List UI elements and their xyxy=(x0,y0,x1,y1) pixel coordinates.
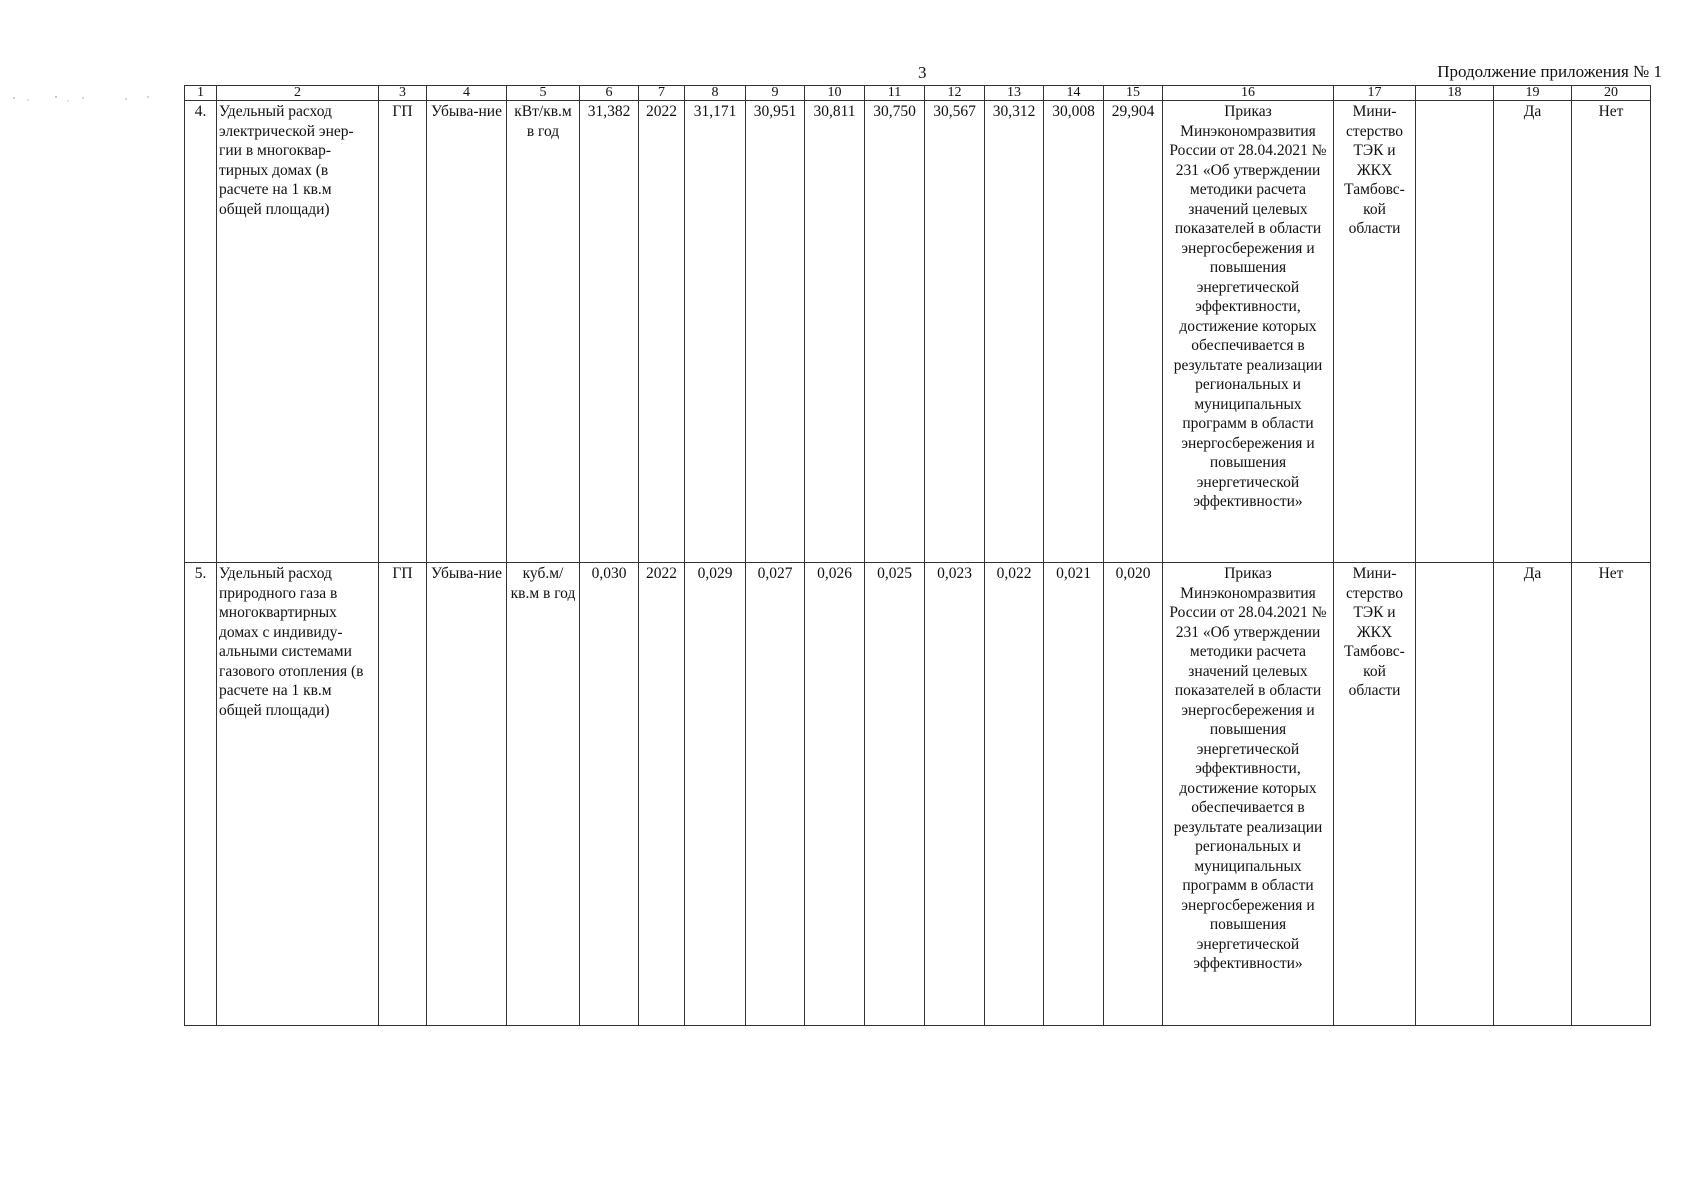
year-value: 31,171 xyxy=(685,101,746,563)
indicator-trend: Убыва-ние xyxy=(427,101,507,563)
year-value: 30,811 xyxy=(805,101,865,563)
year-value: 0,026 xyxy=(805,563,865,1026)
continuation-title: Продолжение приложения № 1 xyxy=(1437,62,1662,81)
column-number: 5 xyxy=(507,86,580,101)
year-value: 30,008 xyxy=(1044,101,1104,563)
column-number: 11 xyxy=(865,86,925,101)
column-number: 16 xyxy=(1163,86,1334,101)
indicator-level: ГП xyxy=(379,101,427,563)
year-value: 0,023 xyxy=(925,563,985,1026)
column-18-cell xyxy=(1416,101,1494,563)
table-row xyxy=(185,101,1651,563)
year-value: 0,021 xyxy=(1044,563,1104,1026)
responsible-body: Мини-стерство ТЭК и ЖКХ Тамбовс-кой области xyxy=(1334,563,1416,1026)
row-number: 5. xyxy=(185,563,217,1026)
column-numbers-row xyxy=(185,86,1651,101)
indicator-name: Удельный расход природного газа в многоквартирных домах с индивиду-альными системами газового отопления (в расчете на 1 кв.м общей площади) xyxy=(217,563,379,1026)
year-value: 0,020 xyxy=(1104,563,1163,1026)
base-year: 2022 xyxy=(639,101,685,563)
table-row xyxy=(185,563,1651,1026)
column-number: 10 xyxy=(805,86,865,101)
year-value: 0,022 xyxy=(985,563,1044,1026)
base-value: 0,030 xyxy=(580,563,639,1026)
column-18-cell xyxy=(1416,563,1494,1026)
year-value: 30,312 xyxy=(985,101,1044,563)
column-number: 7 xyxy=(639,86,685,101)
indicators-table xyxy=(184,85,1651,1026)
base-value: 31,382 xyxy=(580,101,639,563)
column-19-cell: Да xyxy=(1494,101,1572,563)
year-value: 30,951 xyxy=(746,101,805,563)
column-number: 13 xyxy=(985,86,1044,101)
column-number: 9 xyxy=(746,86,805,101)
methodology-document: Приказ Минэкономразвития России от 28.04.2021 № 231 «Об утверждении методики расчета значений целевых показателей в области энергосбережения и повышения энергетической эффективности, достижение которых обеспечивается в результате реализации региональных и муниципальных программ в области энергосбережения и повышения энергетической эффективности» xyxy=(1163,563,1334,1026)
indicator-level: ГП xyxy=(379,563,427,1026)
column-20-cell: Нет xyxy=(1572,101,1651,563)
responsible-body: Мини-стерство ТЭК и ЖКХ Тамбовс-кой области xyxy=(1334,101,1416,563)
column-number: 8 xyxy=(685,86,746,101)
year-value: 0,025 xyxy=(865,563,925,1026)
page-number: 3 xyxy=(918,63,927,82)
column-19-cell: Да xyxy=(1494,563,1572,1026)
indicator-name: Удельный расход электрической энер-гии в многоквар-тирных домах (в расчете на 1 кв.м общей площади) xyxy=(217,101,379,563)
indicator-unit: кВт/кв.м в год xyxy=(507,101,580,563)
year-value: 0,027 xyxy=(746,563,805,1026)
year-value: 30,750 xyxy=(865,101,925,563)
column-number: 6 xyxy=(580,86,639,101)
column-20-cell: Нет xyxy=(1572,563,1651,1026)
methodology-document: Приказ Минэкономразвития России от 28.04.2021 № 231 «Об утверждении методики расчета значений целевых показателей в области энергосбережения и повышения энергетической эффективности, достижение которых обеспечивается в результате реализации региональных и муниципальных программ в области энергосбережения и повышения энергетической эффективности» xyxy=(1163,101,1334,563)
base-year: 2022 xyxy=(639,563,685,1026)
indicator-unit: куб.м/ кв.м в год xyxy=(507,563,580,1026)
scan-noise xyxy=(8,92,158,106)
year-value: 0,029 xyxy=(685,563,746,1026)
column-number: 12 xyxy=(925,86,985,101)
year-value: 30,567 xyxy=(925,101,985,563)
row-number: 4. xyxy=(185,101,217,563)
column-number: 4 xyxy=(427,86,507,101)
column-number: 19 xyxy=(1494,86,1572,101)
column-number: 3 xyxy=(379,86,427,101)
column-number: 17 xyxy=(1334,86,1416,101)
column-number: 14 xyxy=(1044,86,1104,101)
column-number: 15 xyxy=(1104,86,1163,101)
column-number: 20 xyxy=(1572,86,1651,101)
year-value: 29,904 xyxy=(1104,101,1163,563)
column-number: 1 xyxy=(185,86,217,101)
column-number: 18 xyxy=(1416,86,1494,101)
indicator-trend: Убыва-ние xyxy=(427,563,507,1026)
column-number: 2 xyxy=(217,86,379,101)
